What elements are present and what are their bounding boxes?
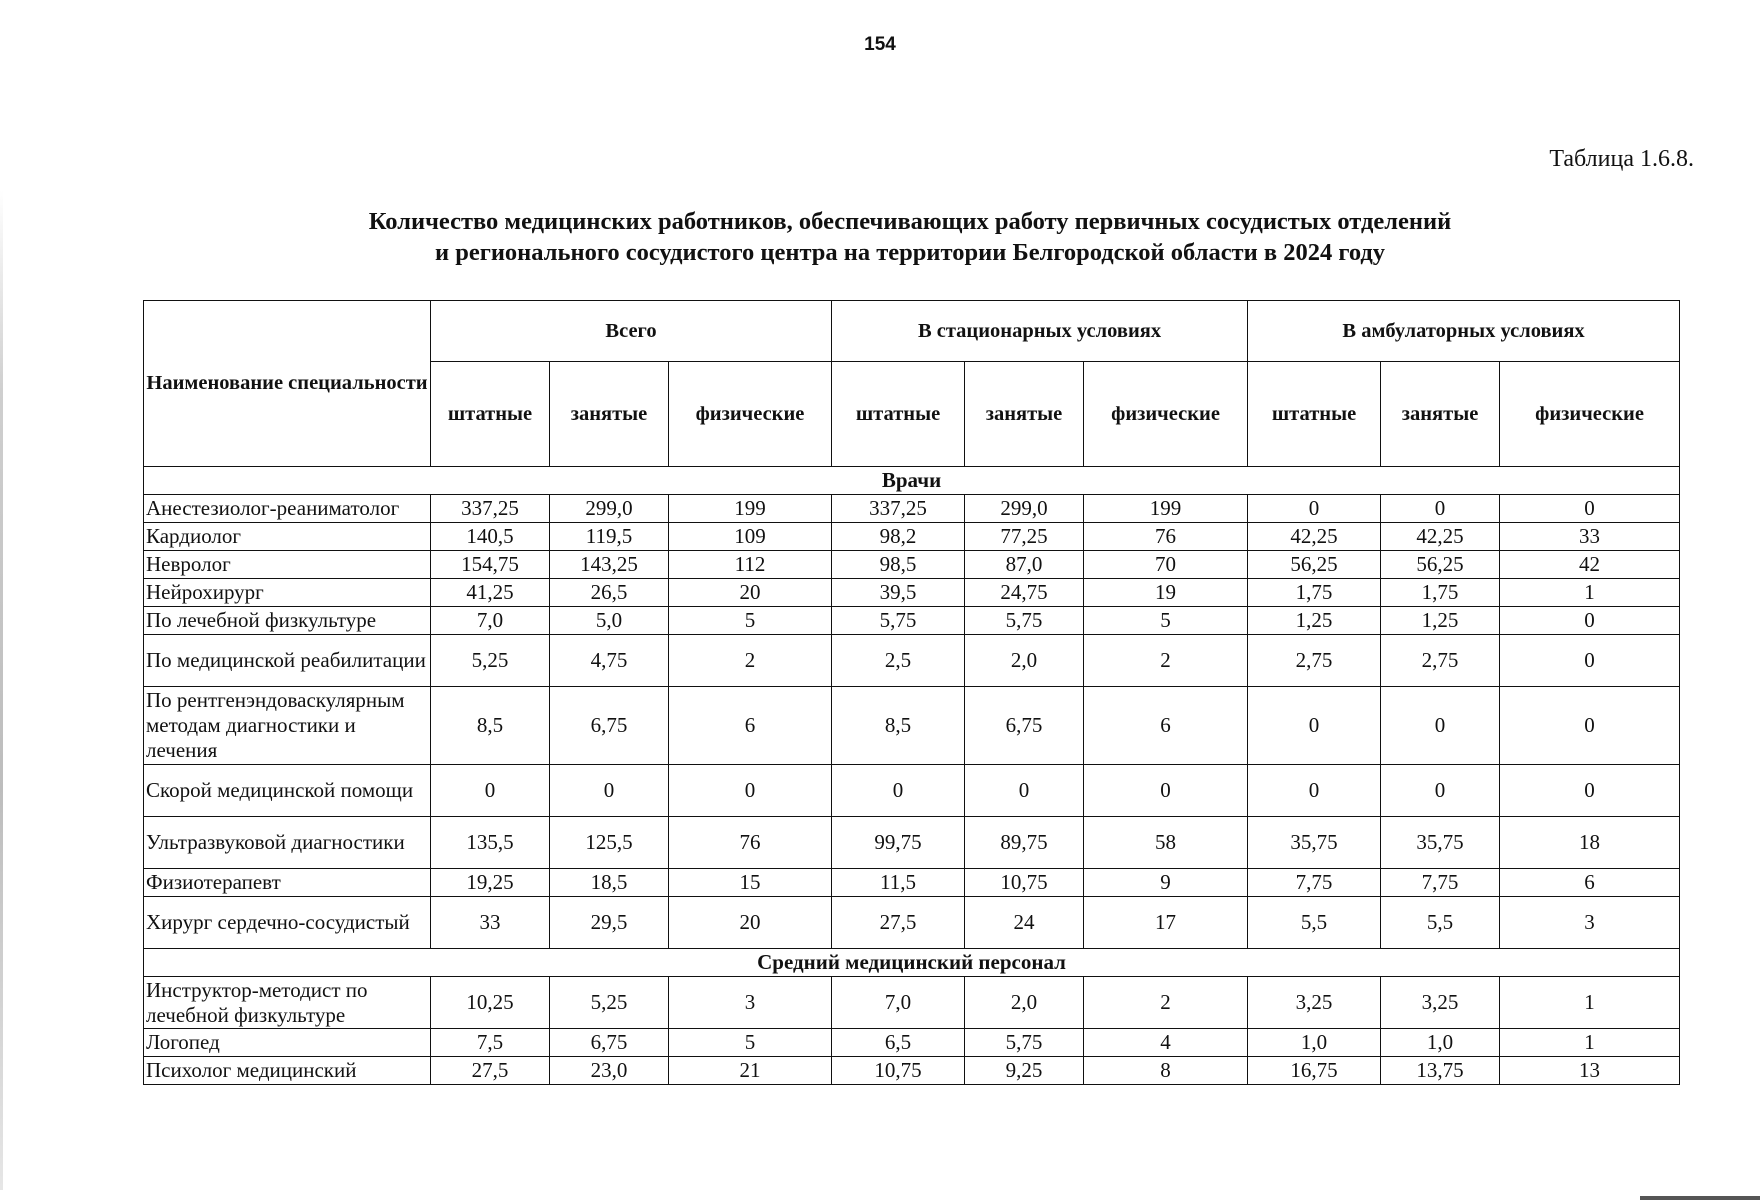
value-cell: 1 xyxy=(1500,1029,1680,1057)
value-cell: 2,5 xyxy=(832,635,965,687)
table-row xyxy=(144,495,1680,523)
specialty-name: Логопед xyxy=(144,1029,431,1057)
value-cell: 0 xyxy=(1248,687,1381,765)
specialty-name: Нейрохирург xyxy=(144,579,431,607)
value-cell: 3 xyxy=(669,977,832,1029)
subheader-cell: физические xyxy=(669,362,832,467)
value-cell: 42,25 xyxy=(1381,523,1500,551)
value-cell: 20 xyxy=(669,897,832,949)
value-cell: 2,75 xyxy=(1381,635,1500,687)
value-cell: 5,75 xyxy=(965,607,1084,635)
value-cell: 58 xyxy=(1084,817,1248,869)
value-cell: 9 xyxy=(1084,869,1248,897)
value-cell: 0 xyxy=(1381,765,1500,817)
value-cell: 99,75 xyxy=(832,817,965,869)
value-cell: 5,5 xyxy=(1248,897,1381,949)
value-cell: 24 xyxy=(965,897,1084,949)
value-cell: 6,75 xyxy=(550,687,669,765)
value-cell: 15 xyxy=(669,869,832,897)
value-cell: 7,75 xyxy=(1248,869,1381,897)
subheader-cell: штатные xyxy=(1248,362,1381,467)
value-cell: 19 xyxy=(1084,579,1248,607)
table-row xyxy=(144,977,1680,1029)
value-cell: 33 xyxy=(1500,523,1680,551)
value-cell: 7,0 xyxy=(431,607,550,635)
value-cell: 6,5 xyxy=(832,1029,965,1057)
value-cell: 1,0 xyxy=(1248,1029,1381,1057)
value-cell: 5,25 xyxy=(550,977,669,1029)
table-row xyxy=(144,579,1680,607)
value-cell: 5 xyxy=(669,1029,832,1057)
subheader-cell: штатные xyxy=(431,362,550,467)
subheader-cell: занятые xyxy=(965,362,1084,467)
table-title-line-1: Количество медицинских работников, обеспечивающих работу первичных сосудистых отделений xyxy=(368,208,1452,235)
value-cell: 0 xyxy=(1248,495,1381,523)
specialty-name: Инструктор-методист по лечебной физкультуре xyxy=(144,977,431,1029)
value-cell: 0 xyxy=(550,765,669,817)
value-cell: 89,75 xyxy=(965,817,1084,869)
value-cell: 3,25 xyxy=(1248,977,1381,1029)
value-cell: 56,25 xyxy=(1248,551,1381,579)
value-cell: 199 xyxy=(1084,495,1248,523)
table-header-row-groups xyxy=(144,301,1680,362)
value-cell: 5,75 xyxy=(832,607,965,635)
value-cell: 0 xyxy=(832,765,965,817)
value-cell: 337,25 xyxy=(431,495,550,523)
value-cell: 56,25 xyxy=(1381,551,1500,579)
value-cell: 0 xyxy=(1084,765,1248,817)
value-cell: 0 xyxy=(431,765,550,817)
value-cell: 6 xyxy=(1084,687,1248,765)
value-cell: 5,25 xyxy=(431,635,550,687)
specialty-name: Ультразвуковой диагностики xyxy=(144,817,431,869)
value-cell: 29,5 xyxy=(550,897,669,949)
specialty-name: Физиотерапевт xyxy=(144,869,431,897)
value-cell: 1 xyxy=(1500,579,1680,607)
scan-edge-left xyxy=(0,190,3,1190)
subheader-cell: физические xyxy=(1500,362,1680,467)
value-cell: 1 xyxy=(1500,977,1680,1029)
value-cell: 6,75 xyxy=(965,687,1084,765)
value-cell: 4 xyxy=(1084,1029,1248,1057)
value-cell: 77,25 xyxy=(965,523,1084,551)
value-cell: 2 xyxy=(669,635,832,687)
subheader-cell: занятые xyxy=(550,362,669,467)
value-cell: 10,75 xyxy=(832,1057,965,1085)
value-cell: 98,2 xyxy=(832,523,965,551)
value-cell: 0 xyxy=(1381,495,1500,523)
value-cell: 0 xyxy=(1500,607,1680,635)
value-cell: 39,5 xyxy=(832,579,965,607)
section-row xyxy=(144,467,1680,495)
table-row xyxy=(144,523,1680,551)
table-body xyxy=(144,467,1680,1085)
table-row xyxy=(144,607,1680,635)
value-cell: 26,5 xyxy=(550,579,669,607)
value-cell: 199 xyxy=(669,495,832,523)
value-cell: 3 xyxy=(1500,897,1680,949)
subheader-cell: штатные xyxy=(832,362,965,467)
value-cell: 2 xyxy=(1084,635,1248,687)
table-row xyxy=(144,1029,1680,1057)
table-row xyxy=(144,551,1680,579)
value-cell: 27,5 xyxy=(832,897,965,949)
value-cell: 13,75 xyxy=(1381,1057,1500,1085)
value-cell: 1,75 xyxy=(1381,579,1500,607)
table-label: Таблица 1.6.8. xyxy=(1549,146,1694,172)
specialty-name: Анестезиолог-реаниматолог xyxy=(144,495,431,523)
value-cell: 19,25 xyxy=(431,869,550,897)
value-cell: 119,5 xyxy=(550,523,669,551)
value-cell: 2,75 xyxy=(1248,635,1381,687)
value-cell: 1,75 xyxy=(1248,579,1381,607)
value-cell: 9,25 xyxy=(965,1057,1084,1085)
value-cell: 112 xyxy=(669,551,832,579)
value-cell: 24,75 xyxy=(965,579,1084,607)
subheader-cell: занятые xyxy=(1381,362,1500,467)
value-cell: 5,0 xyxy=(550,607,669,635)
scan-edge-bottom xyxy=(1640,1196,1760,1200)
value-cell: 87,0 xyxy=(965,551,1084,579)
table-title-line-2: и регионального сосудистого центра на территории Белгородской области в 2024 году xyxy=(434,239,1386,266)
value-cell: 27,5 xyxy=(431,1057,550,1085)
value-cell: 10,75 xyxy=(965,869,1084,897)
header-specialty: Наименование специальности xyxy=(144,301,431,467)
value-cell: 5 xyxy=(669,607,832,635)
value-cell: 11,5 xyxy=(832,869,965,897)
value-cell: 10,25 xyxy=(431,977,550,1029)
value-cell: 125,5 xyxy=(550,817,669,869)
specialty-name: Хирург сердечно-сосудистый xyxy=(144,897,431,949)
value-cell: 8,5 xyxy=(431,687,550,765)
value-cell: 7,75 xyxy=(1381,869,1500,897)
value-cell: 16,75 xyxy=(1248,1057,1381,1085)
value-cell: 1,25 xyxy=(1381,607,1500,635)
value-cell: 2,0 xyxy=(965,977,1084,1029)
value-cell: 4,75 xyxy=(550,635,669,687)
page-number: 154 xyxy=(864,34,896,55)
value-cell: 98,5 xyxy=(832,551,965,579)
value-cell: 1,0 xyxy=(1381,1029,1500,1057)
value-cell: 8,5 xyxy=(832,687,965,765)
value-cell: 8 xyxy=(1084,1057,1248,1085)
value-cell: 17 xyxy=(1084,897,1248,949)
specialty-name: По медицинской реабилитации xyxy=(144,635,431,687)
value-cell: 70 xyxy=(1084,551,1248,579)
table-title xyxy=(250,206,1570,268)
value-cell: 23,0 xyxy=(550,1057,669,1085)
value-cell: 135,5 xyxy=(431,817,550,869)
value-cell: 3,25 xyxy=(1381,977,1500,1029)
value-cell: 0 xyxy=(1500,765,1680,817)
value-cell: 6 xyxy=(669,687,832,765)
value-cell: 35,75 xyxy=(1381,817,1500,869)
header-group-total: Всего xyxy=(431,301,832,362)
value-cell: 109 xyxy=(669,523,832,551)
value-cell: 6,75 xyxy=(550,1029,669,1057)
section-title: Средний медицинский персонал xyxy=(144,949,1680,977)
value-cell: 7,5 xyxy=(431,1029,550,1057)
specialty-name: По лечебной физкультуре xyxy=(144,607,431,635)
value-cell: 33 xyxy=(431,897,550,949)
value-cell: 0 xyxy=(1381,687,1500,765)
header-group-outpatient: В амбулаторных условиях xyxy=(1248,301,1680,362)
value-cell: 0 xyxy=(1500,687,1680,765)
value-cell: 76 xyxy=(1084,523,1248,551)
staff-table xyxy=(143,300,1680,1085)
specialty-name: Скорой медицинской помощи xyxy=(144,765,431,817)
value-cell: 2 xyxy=(1084,977,1248,1029)
value-cell: 18,5 xyxy=(550,869,669,897)
table-row xyxy=(144,765,1680,817)
value-cell: 35,75 xyxy=(1248,817,1381,869)
value-cell: 2,0 xyxy=(965,635,1084,687)
value-cell: 21 xyxy=(669,1057,832,1085)
table-row xyxy=(144,1057,1680,1085)
value-cell: 18 xyxy=(1500,817,1680,869)
value-cell: 0 xyxy=(1500,495,1680,523)
value-cell: 299,0 xyxy=(550,495,669,523)
value-cell: 0 xyxy=(1248,765,1381,817)
specialty-name: Кардиолог xyxy=(144,523,431,551)
value-cell: 5,75 xyxy=(965,1029,1084,1057)
table-row xyxy=(144,869,1680,897)
specialty-name: Психолог медицинский xyxy=(144,1057,431,1085)
subheader-cell: физические xyxy=(1084,362,1248,467)
table-row xyxy=(144,635,1680,687)
section-title: Врачи xyxy=(144,467,1680,495)
value-cell: 41,25 xyxy=(431,579,550,607)
header-group-inpatient: В стационарных условиях xyxy=(832,301,1248,362)
table-row xyxy=(144,687,1680,765)
value-cell: 5 xyxy=(1084,607,1248,635)
value-cell: 0 xyxy=(1500,635,1680,687)
value-cell: 42 xyxy=(1500,551,1680,579)
value-cell: 1,25 xyxy=(1248,607,1381,635)
value-cell: 6 xyxy=(1500,869,1680,897)
value-cell: 337,25 xyxy=(832,495,965,523)
value-cell: 42,25 xyxy=(1248,523,1381,551)
value-cell: 76 xyxy=(669,817,832,869)
section-row xyxy=(144,949,1680,977)
value-cell: 140,5 xyxy=(431,523,550,551)
value-cell: 299,0 xyxy=(965,495,1084,523)
value-cell: 154,75 xyxy=(431,551,550,579)
specialty-name: Невролог xyxy=(144,551,431,579)
value-cell: 13 xyxy=(1500,1057,1680,1085)
value-cell: 5,5 xyxy=(1381,897,1500,949)
value-cell: 0 xyxy=(965,765,1084,817)
value-cell: 7,0 xyxy=(832,977,965,1029)
table-row xyxy=(144,817,1680,869)
value-cell: 20 xyxy=(669,579,832,607)
table-row xyxy=(144,897,1680,949)
value-cell: 143,25 xyxy=(550,551,669,579)
value-cell: 0 xyxy=(669,765,832,817)
specialty-name: По рентгенэндоваскулярным методам диагностики и лечения xyxy=(144,687,431,765)
